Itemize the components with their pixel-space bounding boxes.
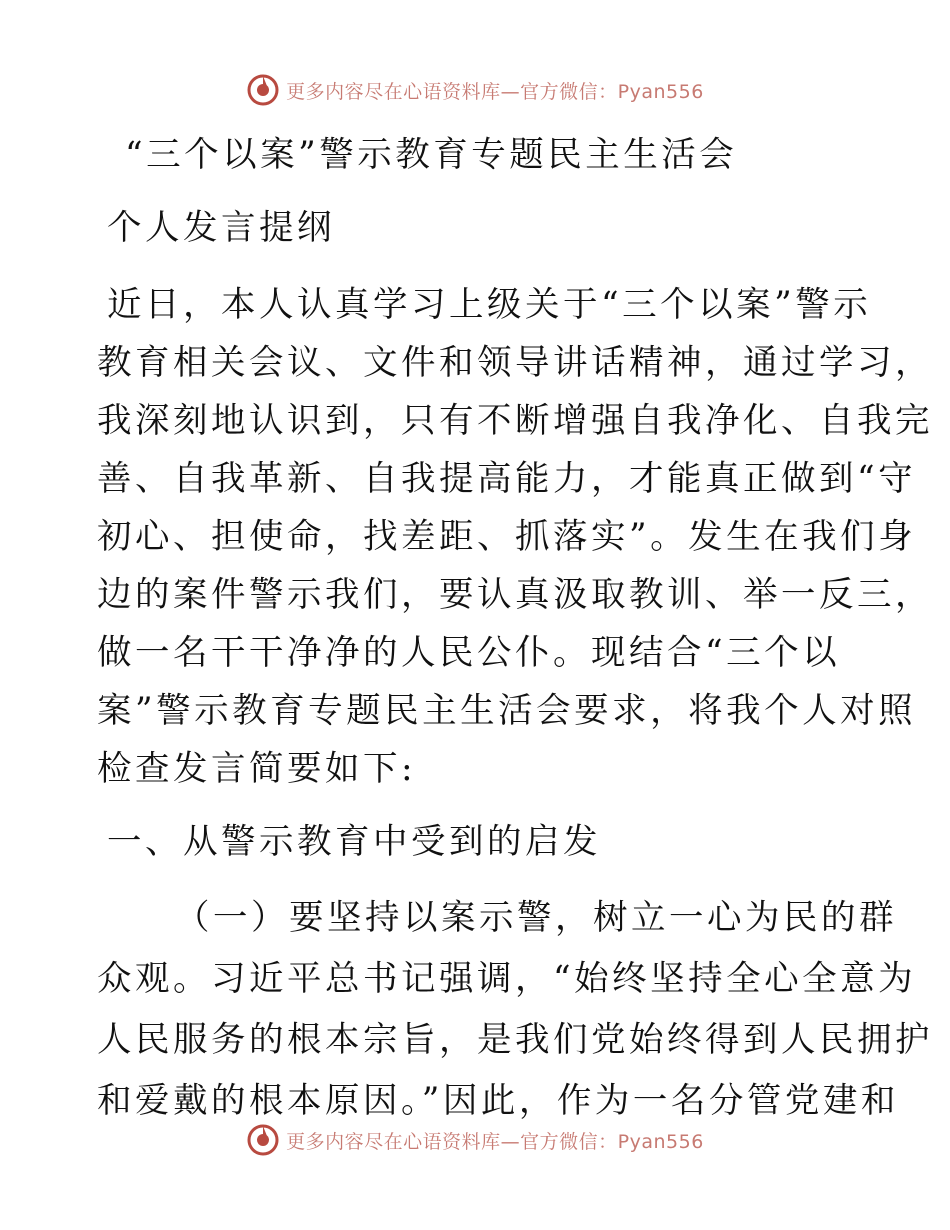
watermark-text: 更多内容尽在心语资料库—官方微信：Pyan556 [286, 1130, 704, 1153]
section-line: 众观。习近平总书记强调，“始终坚持全心全意为 [97, 959, 917, 999]
brand-logo-icon [246, 73, 280, 107]
intro-line: 边的案件警示我们，要认真汲取教训、举一反三， [97, 575, 933, 615]
document-subtitle: 个人发言提纲 [107, 208, 335, 248]
footer-watermark [0, 1118, 950, 1162]
section-line: （一）要坚持以案示警，树立一心为民的群 [175, 898, 897, 938]
intro-line: 善、自我革新、自我提高能力，才能真正做到“守 [97, 459, 917, 499]
watermark-text: 更多内容尽在心语资料库—官方微信：Pyan556 [286, 80, 704, 103]
intro-line: 近日，本人认真学习上级关于“三个以案”警示 [107, 285, 872, 325]
section-line: 人民服务的根本宗旨，是我们党始终得到人民拥护 [97, 1020, 933, 1060]
section-line: 和爱戴的根本原因。”因此，作为一名分管党建和 [97, 1081, 899, 1121]
intro-line: 初心、担使命，找差距、抓落实”。发生在我们身 [97, 517, 917, 557]
header-watermark [0, 68, 950, 112]
intro-line: 教育相关会议、文件和领导讲话精神，通过学习， [97, 343, 933, 383]
section-heading: 一、从警示教育中受到的启发 [107, 822, 601, 862]
intro-line: 案”警示教育专题民主生活会要求，将我个人对照 [97, 691, 917, 731]
intro-line: 检查发言简要如下: [97, 749, 417, 789]
document-title: “三个以案”警示教育专题民主生活会 [125, 135, 738, 175]
intro-line: 我深刻地认识到，只有不断增强自我净化、自我完 [97, 401, 933, 441]
brand-logo-icon [246, 1123, 280, 1157]
intro-line: 做一名干干净净的人民公仆。现结合“三个以 [97, 633, 841, 673]
